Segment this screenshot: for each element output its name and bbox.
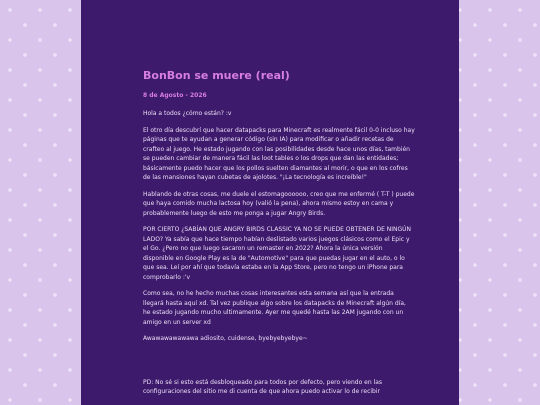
blog-post [143,69,415,404]
post-paragraph: Como sea, no he hecho muchas cosas interesantes esta semana así que la entrada llegará hasta aquí xd. Tal vez publique algo sobre los datapacks de Minecraft algún día, he estado jugando mucho ultimamente. Ayer me quedé hasta las 2AM jugando con un amigo en un server xd [143,290,406,326]
post-paragraph: Hablando de otras cosas, me duele el estomagoooooo, creo que me enfermé ( T-T ) puede que haya comido mucha lactosa hoy (valió la pena), ahora mismo estoy en cama y probablemente luego de esto me ponga a jugar Angry Birds. [143,190,415,217]
post-date: 8 de Agosto - 2026 [143,92,207,99]
post-paragraph: El otro día descubrí que hacer datapacks para Minecraft es realmente fácil 0-0 incluso hay páginas que te ayudan a generar código (sin IA) para modificar o añadir recetas de crafteo al juego. He estado jugando con las posibilidades desde hace unos días, también se pueden cambiar de manera fácil las loot tables o los drops que dan las entidades; básicamente puedo hacer que los pollos suelten diamantes al morir, o que en los cofres de las mansiones hayan cubetas de ajolotes. "¡La tecnología es increíble!" [143,126,415,181]
post-paragraph: POR CIERTO ¿SABÍAN QUE ANGRY BIRDS CLASSIC YA NO SE PUEDE OBTENER DE NINGÚN LADO? Ya sabía que hace tiempo habían deslistado varios juegos clásicos como el Epic y el Go. ¿Pero no que luego sacaron un remaster en 2022? Ahora la única versión disponible en Google Play es la de "Automotive" para que puedas jugar en el auto, o lo que sea. Leí por ahí que todavía estaba en la App Store, pero no tengo un iPhone para comprobarlo :'v [143,226,412,281]
content-column [81,0,459,405]
post-postscript: PD: No sé si esto está desbloqueado para todos por defecto, pero viendo en las configuraciones del sitio me di cuenta de que ahora puedo activar lo de recibir [143,378,383,395]
post-paragraph: Hola a todos ¿cómo están? :v [143,110,232,117]
post-title[interactable]: BonBon se muere (real) [143,69,290,82]
post-body [143,109,415,397]
post-paragraph: Awawawawawawa adiosito, cuidense, byebyebyebye~ [143,335,308,342]
